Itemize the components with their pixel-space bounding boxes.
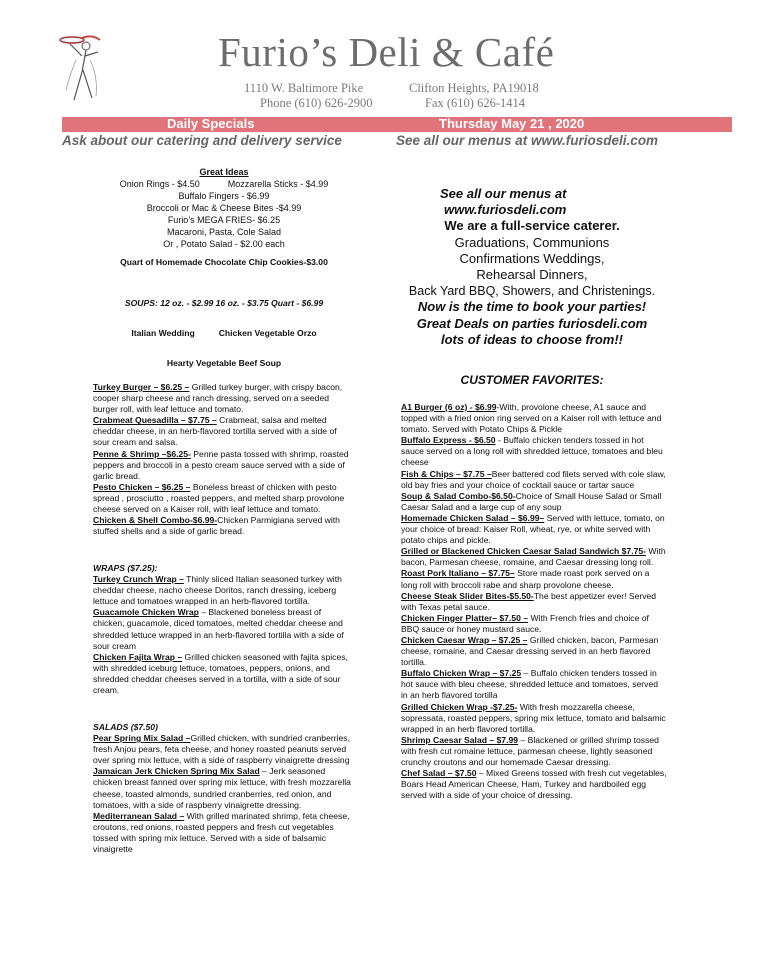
favorites-list: [401, 402, 667, 801]
soups-prices: SOUPS: 12 oz. - $2.99 16 oz. - $3.75 Quart - $6.99: [124, 298, 324, 308]
menu-item: Homemade Chicken Salad – $6.99– Served with lettuce, tomato, on your choice of bread: Kaiser Roll, wheat, rye, or white served with potato chips and pickle.: [401, 512, 665, 546]
soups-row: [93, 327, 355, 339]
ad-line: We are a full-service caterer.: [444, 218, 620, 234]
menu-item: Crabmeat Quesadilla – $7.75 – Crabmeat, salsa and melted cheddar cheese, in an herb-flavored tortilla served with a side of sour cream and salsa.: [93, 415, 337, 448]
street-address: 1110 W. Baltimore Pike: [244, 81, 364, 95]
great-ideas-item: Buffalo Fingers - $6.99: [178, 191, 270, 201]
ad-line: lots of ideas to choose from!!: [440, 331, 623, 347]
ad-line: Now is the time to book your parties!: [417, 299, 647, 315]
ad-website[interactable]: www.furiosdeli.com: [444, 202, 567, 218]
salads-title: SALADS ($7.50): [93, 722, 158, 732]
restaurant-title: Furio’s Deli & Café: [218, 29, 555, 75]
cookies-line: Quart of Homemade Chocolate Chip Cookies-$3.00: [120, 257, 328, 267]
soup-item: Chicken Vegetable Orzo: [218, 328, 317, 338]
great-ideas-item: Macaroni, Pasta, Cole Salad: [166, 227, 282, 237]
salads-list: [93, 722, 355, 855]
menu-item: Guacamole Chicken Wrap – Blackened boneless breast of chicken, guacamole, diced tomatoes, melted cheddar cheese and shredded lettuce wrapped in an herb-flavored tortilla with a side of sour cream: [93, 607, 344, 651]
menu-item: Cheese Steak Slider Bites-$5.50-The best appetizer ever! Served with Texas petal sauce.: [401, 590, 657, 612]
great-ideas-item: Furio’s MEGA FRIES- $6.25: [167, 215, 281, 225]
menu-item: Mediterranean Salad – With grilled marinated shrimp, feta cheese, croutons, red onions, roasted peppers and fresh cut vegetables tossed with spring mix lettuce. Served with a side of balsamic vinaigrette: [93, 810, 350, 855]
great-ideas-title: Great Ideas: [199, 167, 249, 177]
daily-specials-heading: Daily Specials: [167, 116, 255, 131]
menu-item: Penne & Shrimp –$6.25- Penne pasta tossed with shrimp, roasted peppers and broccoli in a pesto cream sauce served with a side of garlic bread.: [93, 448, 349, 481]
soup-item: Hearty Vegetable Beef Soup: [166, 358, 282, 368]
menu-item: Chicken Finger Platter– $7.50 – With French fries and choice of BBQ sauce or honey mustard sauce.: [401, 612, 649, 634]
wraps-title: WRAPS ($7.25):: [93, 563, 158, 573]
ad-line: Confirmations Weddings,: [459, 250, 605, 266]
menu-item: Shrimp Caesar Salad – $7.99 – Blackened or grilled shrimp tossed with fresh cut romaine lettuce, parmesan cheese, lightly seasoned crunchy croutons and our homemade Caesar dressing.: [401, 734, 659, 767]
great-ideas-item: Onion Rings - $4.50: [119, 179, 200, 189]
date-heading: Thursday May 21 , 2020: [439, 116, 585, 131]
waiter-logo-icon: [52, 30, 122, 110]
great-ideas-item: Or , Potato Salad - $2.00 each: [163, 239, 285, 249]
menu-item: Jamaican Jerk Chicken Spring Mix Salad – Jerk seasoned chicken breast fanned over spring mix lettuce, with fresh mozzarella cheese, toasted almonds, sundried cranberries, red onion, and tomatoes, with a side of raspberry vinaigrette dressing.: [93, 766, 351, 810]
menu-item: Grilled or Blackened Chicken Caesar Salad Sandwich $7.75- With bacon, Parmesan cheese, romaine, and Caesar dressing long roll.: [401, 546, 666, 568]
menu-item: Chicken Caesar Wrap – $7.25 – Grilled chicken, bacon, Parmesan cheese, romaine, and Caesar dressing served in an herb flavored tortilla.: [401, 634, 659, 668]
ad-line: Rehearsal Dinners,: [476, 267, 588, 283]
menu-item: A1 Burger (6 oz) - $6.99-With, provolone cheese, A1 sauce and topped with a fried onion ring served on a Kaiser roll with lettuce and tomato. Served with Potato Chips & Pickle: [401, 402, 662, 435]
great-ideas: [93, 166, 355, 250]
fax-number: Fax (610) 626-1414: [425, 96, 525, 110]
ad-line: Great Deals on parties furiosdeli.com: [416, 315, 648, 331]
great-ideas-item: Broccoli or Mac & Cheese Bites -$4.99: [146, 203, 302, 213]
menu-item: Chef Salad – $7.50 – Mixed Greens tossed with fresh cut vegetables, Boars Head American Cheese, Ham, Turkey and hardboiled egg served with a side of your choice of dressing.: [401, 768, 667, 801]
ad-line: Graduations, Communions: [454, 234, 610, 250]
menu-item: Chicken & Shell Combo-$6.99-Chicken Parmigiana served with stuffed shells and a side of garlic bread.: [93, 515, 340, 537]
menu-item: Fish & Chips – $7.75 –Beer battered cod filets served with cole slaw, old bay fries and your choice of cocktail sauce or tartar sauce: [401, 468, 666, 490]
great-ideas-item: Mozzarella Sticks - $4.99: [227, 179, 329, 189]
ad-line: Back Yard BBQ, Showers, and Christenings.: [408, 284, 656, 299]
menu-item: Chicken Fajita Wrap – Grilled chicken seasoned with fajita spices, with shredded iceburg lettuce, tomatoes, peppers, onions, and shredded cheddar cheeses served in a tortilla, with a side of sour cream.: [93, 651, 348, 696]
menu-item: Turkey Burger – $6.25 – Grilled turkey burger, with crispy bacon, cooper sharp cheese and ranch dressing, served on a seeded burger roll, with leaf lettuce and tomato.: [93, 382, 343, 415]
menus-subheading: See all our menus at www.furiosdeli.com: [396, 133, 659, 148]
catering-ad: [398, 186, 666, 348]
wraps-list: [93, 563, 355, 696]
customer-favorites-title: CUSTOMER FAVORITES:: [460, 373, 604, 387]
menu-item: Grilled Chicken Wrap -$7.25- With fresh mozzarella cheese, sopressata, roasted peppers, spring mix lettuce, tomato and balsamic wrapped in an herb flavored tortilla.: [401, 701, 666, 734]
catering-subheading: Ask about our catering and delivery service: [62, 133, 342, 148]
menu-item: Turkey Crunch Wrap – Thinly sliced Italian seasoned turkey with cheddar cheese, nacho cheese Doritos, ranch dressing, iceberg lettuce and tomatoes wrapped in an herb-flavored tortilla.: [93, 574, 342, 607]
soup-item: Italian Wedding: [131, 328, 195, 338]
menu-item: Buffalo Chicken Wrap – $7.25 – Buffalo chicken tenders tossed in hot sauce with bleu cheese, shredded lettuce and tomatoes, served in an herb flavored tortilla: [401, 668, 659, 701]
menu-item: Soup & Salad Combo-$6.50-Choice of Small House Salad or Small Caesar Salad and a large cup of any soup: [401, 490, 662, 512]
menu-item: Roast Pork Italiano – $7.75– Store made roast pork served on a long roll with broccoli rabe and sharp provolone cheese.: [401, 568, 650, 590]
banner-bar: [62, 117, 732, 132]
specials-list: [93, 382, 355, 537]
city-address: Clifton Heights, PA19018: [409, 81, 539, 95]
menu-item: Pesto Chicken – $6.25 – Boneless breast of chicken with pesto spread , prosciutto , roasted peppers, and melted sharp provolone cheese served on a Kaiser roll, with leaf lettuce and tomato.: [93, 481, 345, 515]
menu-item: Pear Spring Mix Salad –Grilled chicken, with sundried cranberries, fresh Anjou pears, feta cheese, and honey roasted peanuts served over spring mix lettuce, with a side of raspberry vinaigrette dressing: [93, 733, 350, 766]
ad-line: See all our menus at: [440, 186, 567, 201]
menu-item: Buffalo Express - $6.50 - Buffalo chicken tenders tossed in hot sauce served on a long roll with shredded lettuce, tomatoes and bleu cheese: [401, 435, 663, 468]
phone-number: Phone (610) 626-2900: [260, 96, 373, 110]
